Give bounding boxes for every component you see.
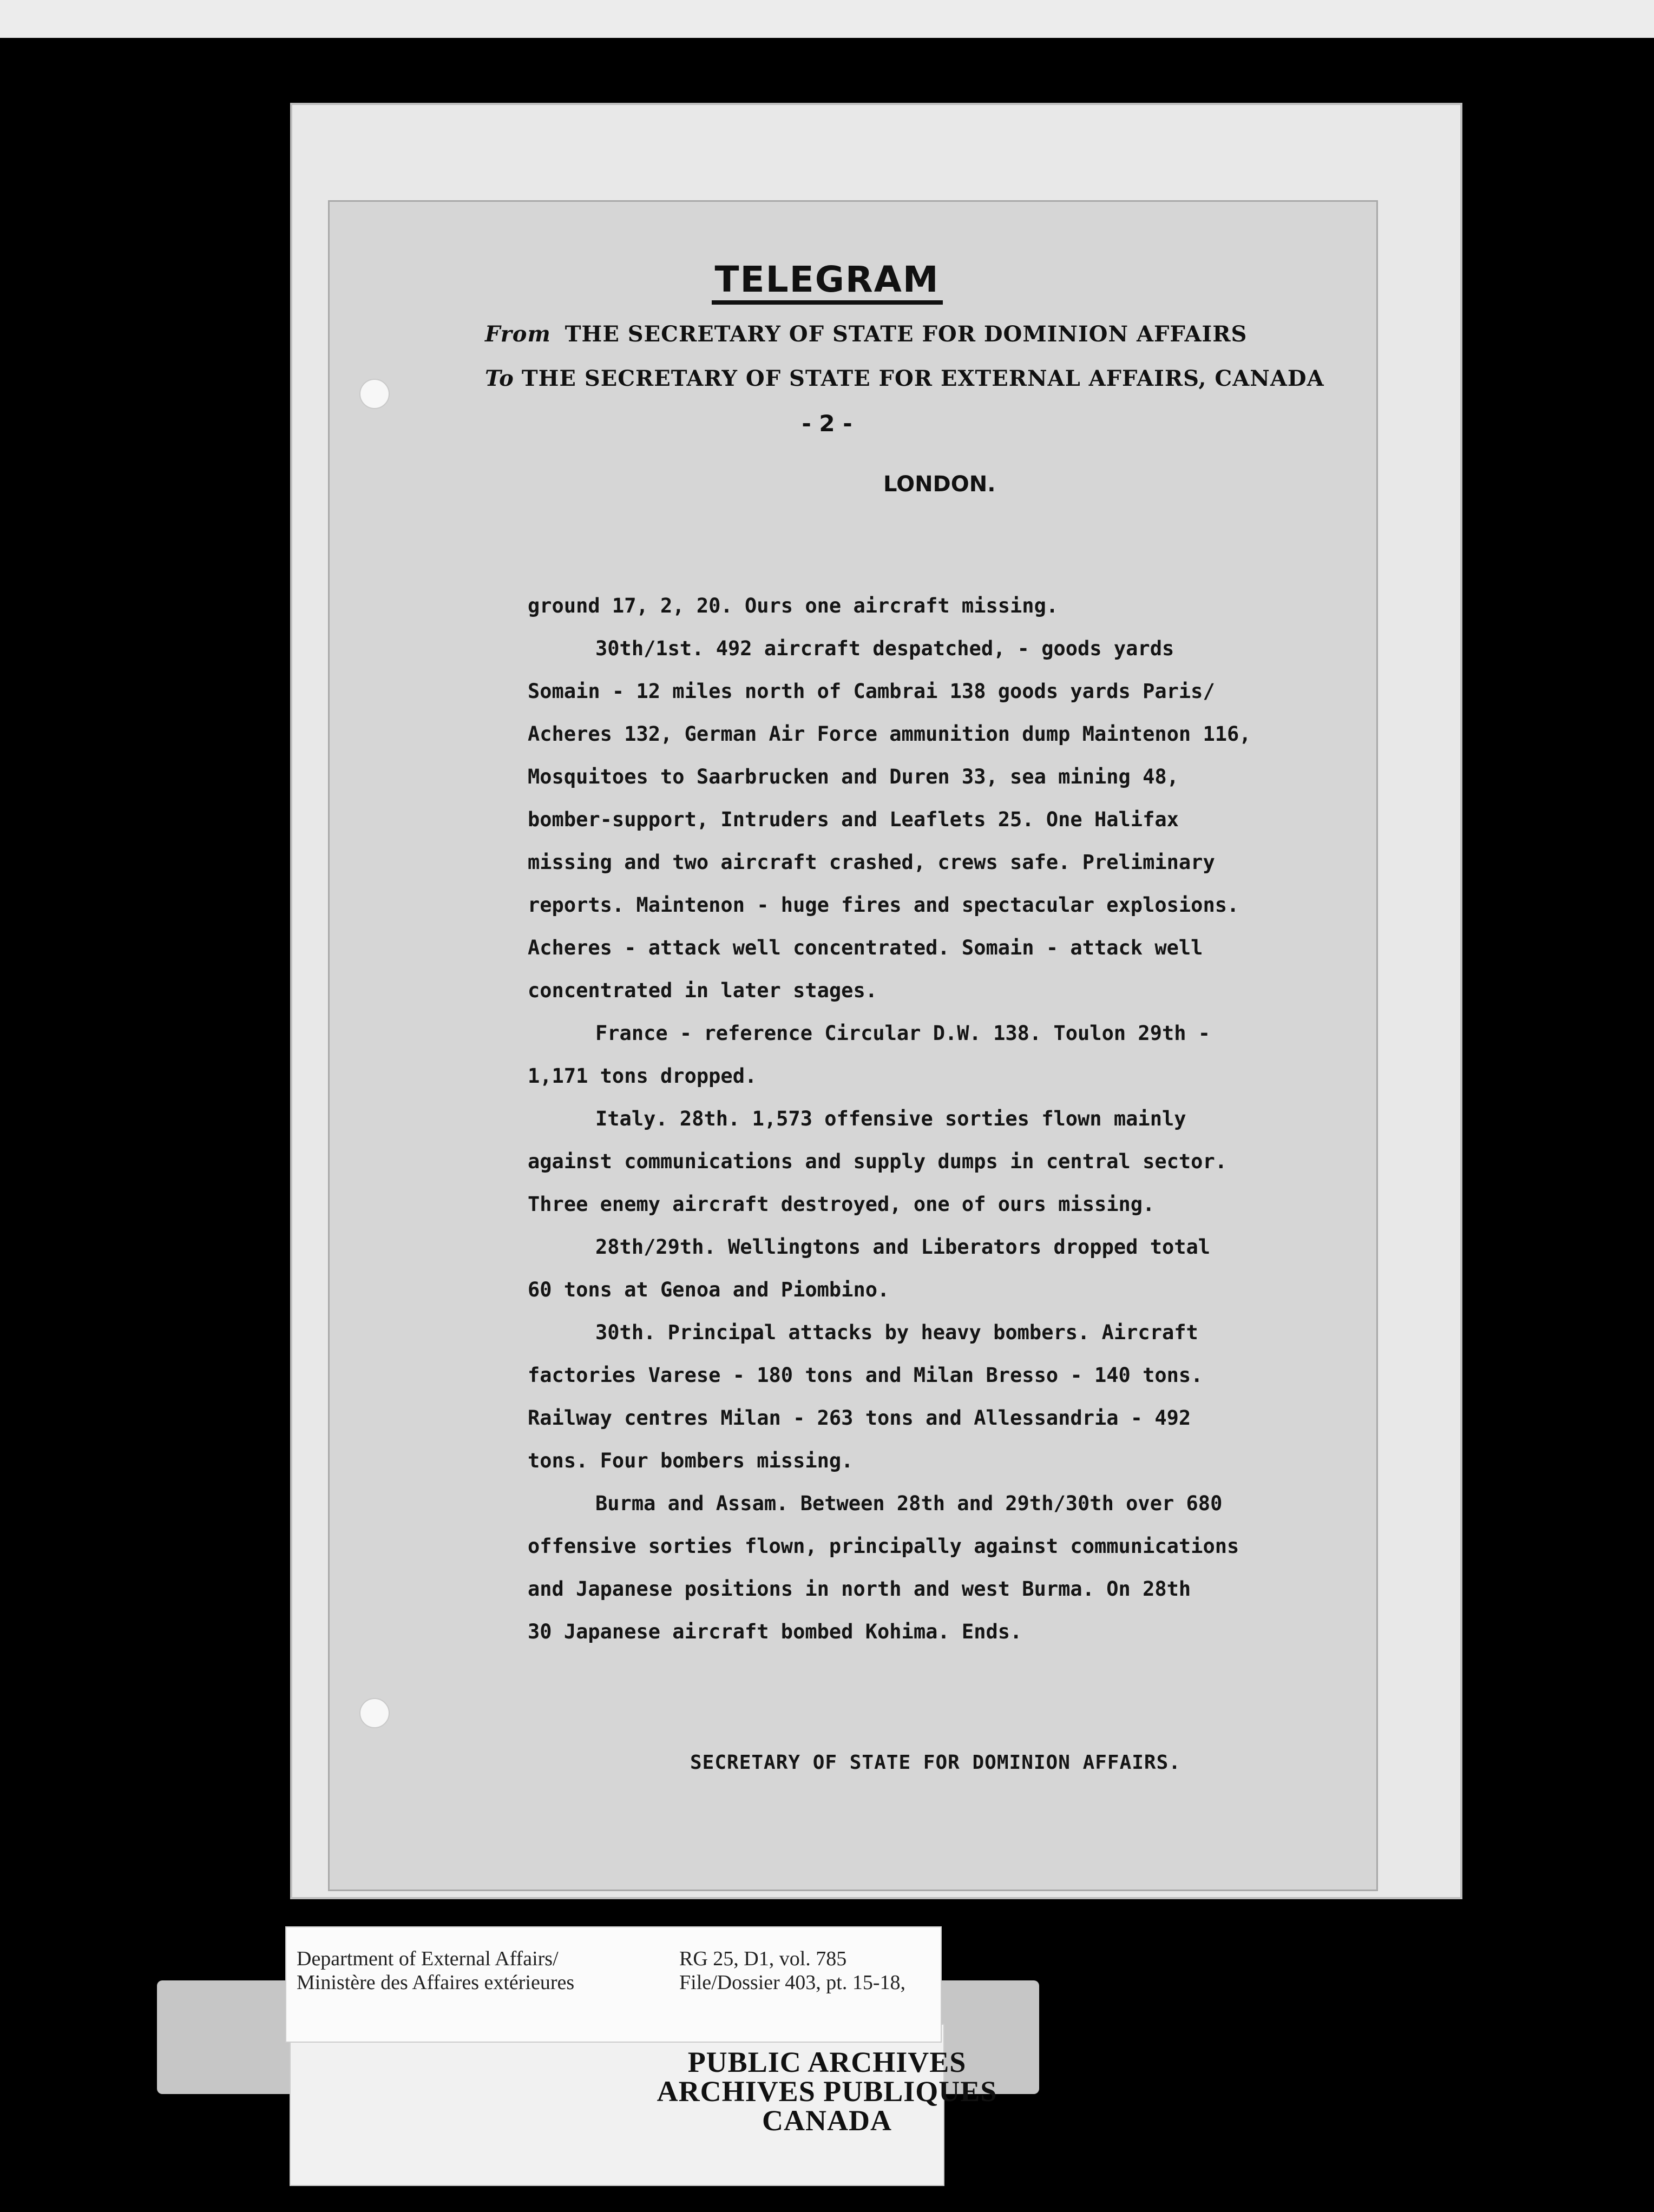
body-line: offensive sorties flown, principally against communications [528,1535,1239,1558]
body-line: bomber-support, Intruders and Leaflets 25. One Halifax [528,808,1179,831]
reference-volume: RG 25, D1, vol. 785 [679,1947,847,1970]
body-line: Somain - 12 miles north of Cambrai 138 goods yards Paris/ [528,680,1215,703]
from-label: From [485,321,551,347]
body-line: 28th/29th. Wellingtons and Liberators dropped total [595,1235,1211,1259]
body-line: ground 17, 2, 20. Ours one aircraft missing. [528,594,1059,617]
body-line: Acheres 132, German Air Force ammunition dump Maintenon 116, [528,722,1251,746]
punch-hole-icon [359,379,390,409]
body-line: Mosquitoes to Saarbrucken and Duren 33, sea mining 48, [528,765,1179,788]
department-en: Department of External Affairs/ [297,1947,559,1970]
stamp-line-2: ARCHIVES PUBLIQUES [657,2075,997,2108]
department-fr: Ministère des Affaires extérieures [297,1971,575,1994]
punch-hole-icon [359,1698,390,1728]
body-line: 30 Japanese aircraft bombed Kohima. Ends. [528,1620,1022,1643]
place-of-origin: LONDON. [883,472,996,497]
from-line [485,321,1247,347]
body-line: against communications and supply dumps in central sector. [528,1150,1228,1173]
body-line: 30th. Principal attacks by heavy bombers. Aircraft [595,1321,1198,1344]
body-line: 1,171 tons dropped. [528,1064,757,1088]
body-line: Italy. 28th. 1,573 offensive sorties flown mainly [595,1107,1186,1130]
body-line: tons. Four bombers missing. [528,1449,854,1472]
scan-top-band [0,0,1654,38]
body-line: 30th/1st. 492 aircraft despatched, - goods yards [595,637,1174,660]
body-line: Railway centres Milan - 263 tons and Allessandria - 492 [528,1406,1191,1430]
body-line: 60 tons at Genoa and Piombino. [528,1278,890,1301]
body-line: concentrated in later stages. [528,979,878,1002]
reference-file: File/Dossier 403, pt. 15-18, [679,1971,905,1994]
to-value: THE SECRETARY OF STATE FOR EXTERNAL AFFAIRS, CANADA [521,366,1324,391]
telegram-title: TELEGRAM [0,259,1654,300]
to-label: To [485,366,514,391]
to-line [485,366,1324,391]
page-number: - 2 - [802,410,852,437]
body-line: reports. Maintenon - huge fires and spectacular explosions. [528,893,1239,917]
stamp-line-1: PUBLIC ARCHIVES [687,2046,967,2078]
body-line: Burma and Assam. Between 28th and 29th/30th over 680 [595,1492,1223,1515]
body-line: missing and two aircraft crashed, crews safe. Preliminary [528,851,1215,874]
body-line: Three enemy aircraft destroyed, one of ours missing. [528,1193,1155,1216]
signature: SECRETARY OF STATE FOR DOMINION AFFAIRS. [690,1752,1181,1774]
body-line: France - reference Circular D.W. 138. Toulon 29th - [595,1022,1211,1045]
body-line: factories Varese - 180 tons and Milan Bresso - 140 tons. [528,1364,1203,1387]
telegram-body [528,584,1340,1653]
from-value: THE SECRETARY OF STATE FOR DOMINION AFFAIRS [565,321,1248,347]
body-line: and Japanese positions in north and west Burma. On 28th [528,1577,1191,1601]
stamp-line-3: CANADA [762,2104,892,2137]
body-line: Acheres - attack well concentrated. Somain - attack well [528,936,1203,959]
